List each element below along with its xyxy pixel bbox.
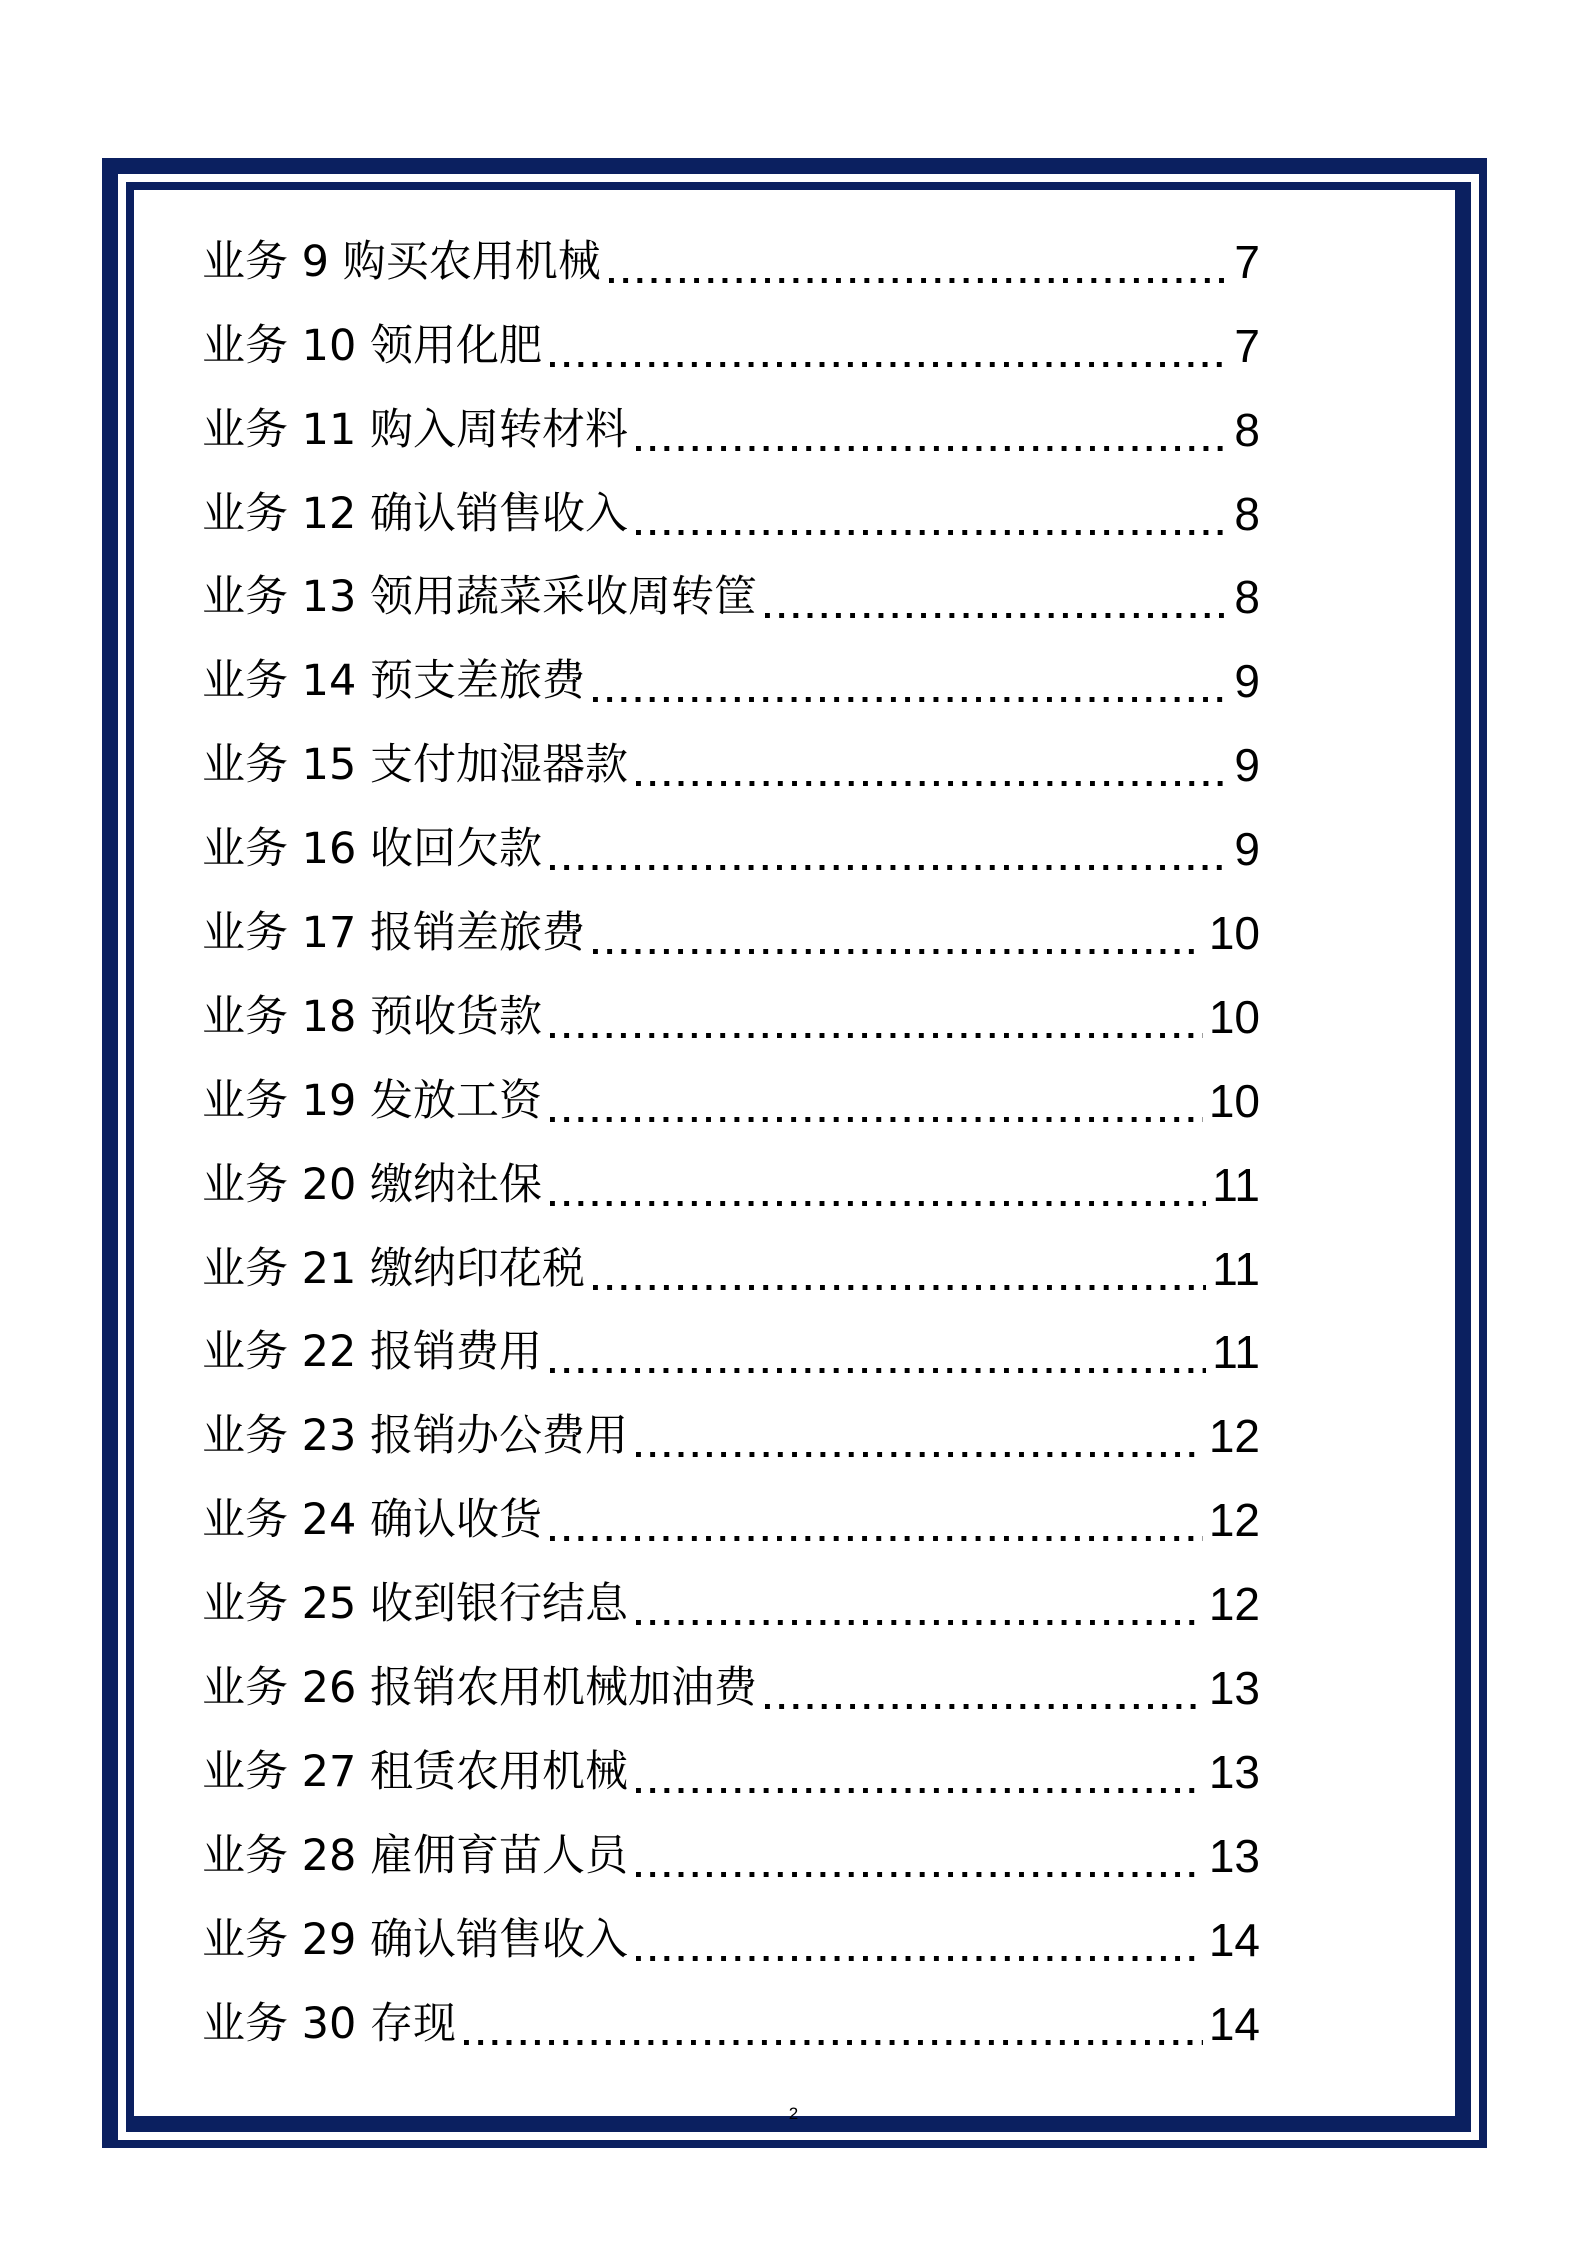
- toc-entry[interactable]: [202, 1297, 1260, 1381]
- dot-leader: [550, 1073, 1203, 1129]
- toc-entry-page: 13: [1208, 1745, 1260, 1798]
- toc-entry-title: 业务 14 预支差旅费: [202, 656, 586, 707]
- toc-entry-page: 11: [1212, 1158, 1260, 1211]
- toc-entry[interactable]: [202, 1380, 1260, 1464]
- toc-entry[interactable]: [202, 961, 1260, 1045]
- toc-entry-title: 业务 23 报销办公费用: [202, 1411, 629, 1462]
- toc-entry-page: 11: [1212, 1242, 1260, 1295]
- toc-entry-page: 8: [1234, 487, 1260, 540]
- toc-entry-page: 10: [1208, 1074, 1260, 1127]
- toc-entry[interactable]: [202, 1045, 1260, 1129]
- toc-entry[interactable]: [202, 625, 1260, 709]
- dot-leader: [636, 1576, 1203, 1632]
- toc-entry[interactable]: [202, 1968, 1260, 2052]
- toc-entry[interactable]: [202, 1464, 1260, 1548]
- toc-entry-title: 业务 15 支付加湿器款: [202, 740, 629, 791]
- toc-entry-page: 12: [1208, 1578, 1260, 1631]
- toc-entry[interactable]: [202, 1716, 1260, 1800]
- toc-entry-page: 7: [1234, 235, 1260, 288]
- dot-leader: [550, 1492, 1203, 1548]
- dot-leader: [550, 1324, 1206, 1380]
- toc-entry-title: 业务 18 预收货款: [202, 991, 543, 1042]
- toc-entry-title: 业务 13 领用蔬菜采收周转筐: [202, 572, 758, 623]
- toc-entry-page: 9: [1234, 823, 1260, 876]
- dot-leader: [550, 1157, 1206, 1213]
- table-of-contents: [202, 206, 1260, 2052]
- dot-leader: [636, 1408, 1203, 1464]
- toc-entry-page: 14: [1208, 1997, 1260, 2050]
- toc-entry-title: 业务 12 确认销售收入: [202, 488, 629, 539]
- dot-leader: [636, 1744, 1203, 1800]
- dot-leader: [550, 821, 1228, 877]
- toc-entry[interactable]: [202, 1213, 1260, 1297]
- dot-leader: [765, 569, 1228, 625]
- toc-entry[interactable]: [202, 542, 1260, 626]
- toc-entry[interactable]: [202, 1129, 1260, 1213]
- toc-entry-title: 业务 19 发放工资: [202, 1075, 543, 1126]
- toc-entry-title: 业务 16 收回欠款: [202, 824, 543, 875]
- dot-leader: [593, 905, 1203, 961]
- toc-entry[interactable]: [202, 1548, 1260, 1632]
- toc-entry-title: 业务 21 缴纳印花税: [202, 1243, 586, 1294]
- toc-entry-page: 8: [1234, 571, 1260, 624]
- dot-leader: [636, 486, 1228, 542]
- toc-entry-title: 业务 11 购入周转材料: [202, 404, 629, 455]
- dot-leader: [609, 234, 1229, 290]
- toc-entry-page: 9: [1234, 655, 1260, 708]
- toc-entry-title: 业务 26 报销农用机械加油费: [202, 1663, 758, 1714]
- toc-entry-title: 业务 30 存现: [202, 1998, 457, 2049]
- toc-entry-title: 业务 20 缴纳社保: [202, 1159, 543, 1210]
- dot-leader: [636, 402, 1228, 458]
- toc-entry-title: 业务 17 报销差旅费: [202, 908, 586, 959]
- toc-entry[interactable]: [202, 458, 1260, 542]
- toc-entry-page: 10: [1208, 990, 1260, 1043]
- toc-entry[interactable]: [202, 1884, 1260, 1968]
- toc-entry-page: 10: [1208, 907, 1260, 960]
- toc-entry-page: 7: [1234, 319, 1260, 372]
- toc-entry-title: 业务 27 租赁农用机械: [202, 1746, 629, 1797]
- dot-leader: [765, 1660, 1203, 1716]
- toc-entry-title: 业务 22 报销费用: [202, 1327, 543, 1378]
- toc-entry-page: 13: [1208, 1829, 1260, 1882]
- dot-leader: [550, 318, 1228, 374]
- page-number: 2: [788, 2104, 799, 2123]
- toc-entry[interactable]: [202, 1800, 1260, 1884]
- toc-entry-title: 业务 28 雇佣育苗人员: [202, 1830, 629, 1881]
- toc-entry-page: 8: [1234, 403, 1260, 456]
- toc-entry[interactable]: [202, 290, 1260, 374]
- toc-entry[interactable]: [202, 374, 1260, 458]
- dot-leader: [593, 653, 1228, 709]
- toc-entry-title: 业务 25 收到银行结息: [202, 1579, 629, 1630]
- dot-leader: [593, 1241, 1206, 1297]
- toc-entry-title: 业务 24 确认收货: [202, 1495, 543, 1546]
- toc-entry[interactable]: [202, 206, 1260, 290]
- toc-entry-page: 9: [1234, 739, 1260, 792]
- toc-entry-page: 13: [1208, 1662, 1260, 1715]
- toc-entry[interactable]: [202, 877, 1260, 961]
- toc-entry-page: 12: [1208, 1494, 1260, 1547]
- toc-entry-page: 11: [1212, 1326, 1260, 1379]
- toc-entry-page: 12: [1208, 1410, 1260, 1463]
- dot-leader: [636, 1828, 1203, 1884]
- dot-leader: [636, 737, 1228, 793]
- toc-entry[interactable]: [202, 793, 1260, 877]
- toc-entry[interactable]: [202, 709, 1260, 793]
- toc-entry-title: 业务 10 领用化肥: [202, 320, 543, 371]
- toc-entry-title: 业务 9 购买农用机械: [202, 236, 601, 287]
- dot-leader: [464, 1996, 1203, 2052]
- toc-entry-page: 14: [1208, 1913, 1260, 1966]
- toc-entry-title: 业务 29 确认销售收入: [202, 1914, 629, 1965]
- toc-entry[interactable]: [202, 1632, 1260, 1716]
- dot-leader: [550, 989, 1203, 1045]
- dot-leader: [636, 1912, 1203, 1968]
